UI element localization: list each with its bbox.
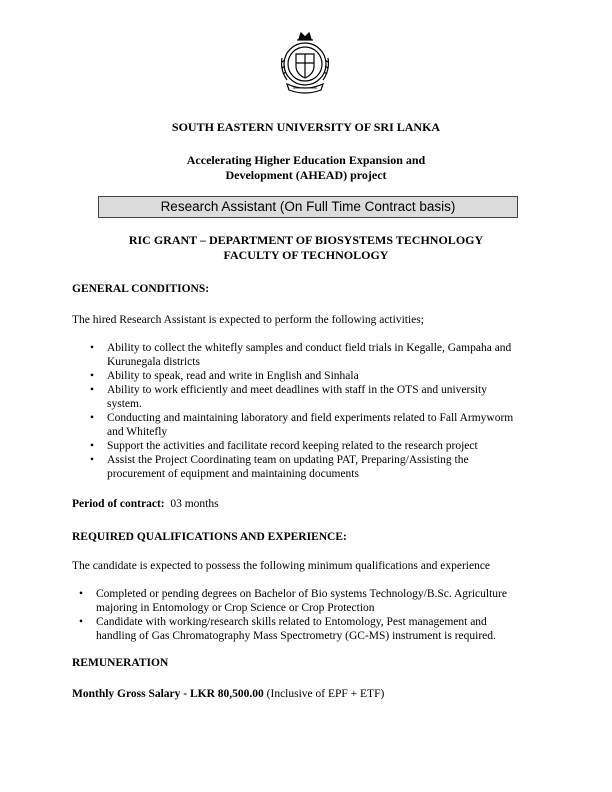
list-item-line: procurement of equipment and maintaining documents <box>107 468 359 480</box>
list-item-line: and Whitefly <box>107 426 168 438</box>
bullet-icon: • <box>90 370 95 382</box>
list-item <box>79 615 539 643</box>
list-item-line: Assist the Project Coordinating team on updating PAT, Preparing/Assisting the <box>107 454 469 466</box>
bullet-icon: • <box>79 588 84 600</box>
bullet-icon: • <box>79 616 84 628</box>
salary-note: (Inclusive of EPF + ETF) <box>266 688 385 700</box>
bullet-icon: • <box>90 454 95 466</box>
activities-list <box>90 341 540 481</box>
qualifications-list <box>79 587 539 643</box>
bullet-icon: • <box>90 384 95 396</box>
list-item-line: majoring in Entomology or Crop Science or Crop Protection <box>96 602 375 614</box>
grant-line1: RIC GRANT – DEPARTMENT OF BIOSYSTEMS TECHNOLOGY <box>128 233 484 247</box>
project-title-line1: Accelerating Higher Education Expansion and <box>186 153 426 167</box>
list-item-line: Kurunegala districts <box>107 356 200 368</box>
list-item-line: system. <box>107 398 142 410</box>
grant-line2: FACULTY OF TECHNOLOGY <box>223 248 389 262</box>
list-item <box>90 439 540 453</box>
university-crest-icon <box>277 30 333 96</box>
bullet-icon: • <box>90 412 95 424</box>
list-item <box>90 341 540 369</box>
bullet-icon: • <box>90 440 95 452</box>
period-of-contract <box>72 497 219 511</box>
position-title-box: Research Assistant (On Full Time Contract basis) <box>98 196 518 218</box>
university-name: SOUTH EASTERN UNIVERSITY OF SRI LANKA <box>171 120 441 134</box>
monthly-salary <box>72 687 384 701</box>
list-item <box>90 453 540 481</box>
list-item <box>90 411 540 439</box>
general-intro: The hired Research Assistant is expected to perform the following activities; <box>72 314 424 326</box>
remuneration-heading: REMUNERATION <box>72 657 169 669</box>
list-item-line: handling of Gas Chromatography Mass Spectrometry (GC-MS) instrument is required. <box>96 630 496 642</box>
project-title-line2: Development (AHEAD) project <box>225 168 387 182</box>
qualifications-intro: The candidate is expected to possess the following minimum qualifications and experience <box>72 560 491 572</box>
list-item-line: Completed or pending degrees on Bachelor of Bio systems Technology/B.Sc. Agriculture <box>96 588 507 600</box>
list-item-line: Ability to collect the whitefly samples and conduct field trials in Kegalle, Gampaha and <box>107 342 512 354</box>
period-label: Period of contract: <box>72 498 165 510</box>
list-item-line: Conducting and maintaining laboratory and field experiments related to Fall Armyworm <box>107 412 514 424</box>
list-item <box>79 587 539 615</box>
list-item <box>90 369 540 383</box>
general-conditions-heading: GENERAL CONDITIONS: <box>72 283 210 295</box>
list-item <box>90 383 540 411</box>
qualifications-heading: REQUIRED QUALIFICATIONS AND EXPERIENCE: <box>72 531 347 543</box>
salary-label: Monthly Gross Salary - LKR 80,500.00 <box>72 688 264 700</box>
period-value: 03 months <box>170 498 219 510</box>
list-item-line: Ability to work efficiently and meet deadlines with staff in the OTS and university <box>107 384 487 396</box>
list-item-line: Support the activities and facilitate record keeping related to the research project <box>107 440 478 452</box>
list-item-line: Ability to speak, read and write in English and Sinhala <box>107 370 359 382</box>
list-item-line: Candidate with working/research skills related to Entomology, Pest management and <box>96 616 487 628</box>
bullet-icon: • <box>90 342 95 354</box>
